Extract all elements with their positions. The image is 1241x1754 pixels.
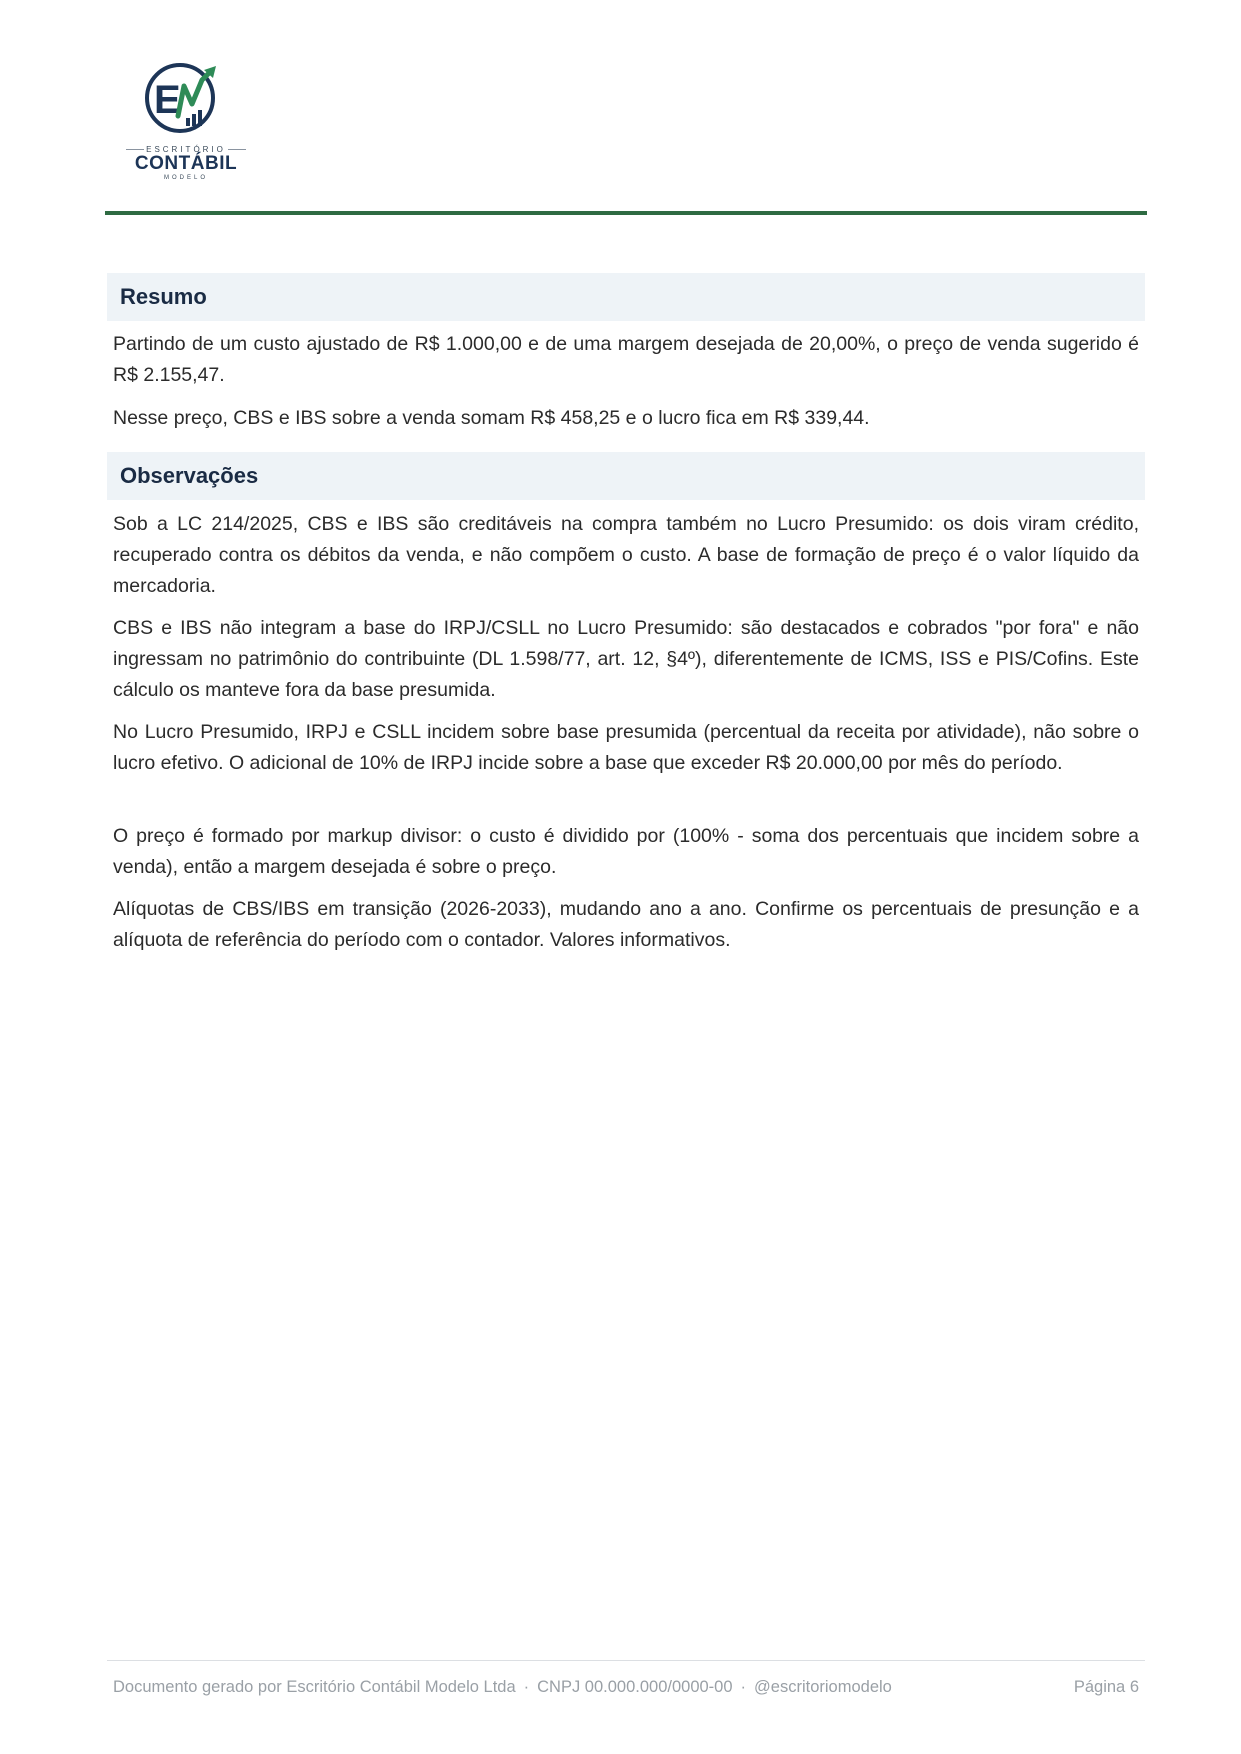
company-logo <box>122 58 250 181</box>
footer-separator: · <box>523 1678 530 1696</box>
logo-top-text: ESCRITÓRIO <box>146 145 226 154</box>
section-header-resumo <box>107 273 1145 321</box>
logo-main-text: CONTÁBIL <box>134 153 238 174</box>
observacoes-paragraph-3: No Lucro Presumido, IRPJ e CSLL incidem sobre base presumida (percentual da receita por atividade), não sobre o lucro efetivo. O adicional de 10% de IRPJ incide sobre a base que exceder R$ 20.000,00 por mês do período. <box>113 721 1139 774</box>
page-footer <box>113 1678 1139 1697</box>
footer-generated-by: Documento gerado por Escritório Contábil Modelo Ltda <box>113 1678 516 1696</box>
observacoes-paragraph-5: Alíquotas de CBS/IBS em transição (2026-2033), mudando ano a ano. Confirme os percentuais de presunção e a alíquota de referência do período com o contador. Valores informativos. <box>113 898 1139 951</box>
header-divider <box>105 211 1147 215</box>
observacoes-paragraph-1: Sob a LC 214/2025, CBS e IBS são creditáveis na compra também no Lucro Presumido: os dois viram crédito, recuperado contra os débitos da venda, e não compõem o custo. A base de formação de preço é o valor líquido da mercadoria. <box>113 513 1139 597</box>
resumo-paragraph-1: Partindo de um custo ajustado de R$ 1.000,00 e de uma margem desejada de 20,00%, o preço de venda sugerido é R$ 2.155,47. <box>113 333 1139 386</box>
section-header-observacoes <box>107 452 1145 500</box>
svg-text:E: E <box>154 78 181 122</box>
footer-handle: @escritoriomodelo <box>754 1678 892 1696</box>
observacoes-paragraph-2: CBS e IBS não integram a base do IRPJ/CSLL no Lucro Presumido: são destacados e cobrados "por fora" e não ingressam no patrimônio do contribuinte (DL 1.598/77, art. 12, §4º), diferentemente de ICMS, ISS e PIS/Cofins. Este cálculo os manteve fora da base presumida. <box>113 617 1139 701</box>
em-monogram-icon <box>140 58 232 144</box>
section-title: Resumo <box>120 284 207 309</box>
footer-cnpj: CNPJ 00.000.000/0000-00 <box>537 1678 733 1696</box>
resumo-paragraph-2: Nesse preço, CBS e IBS sobre a venda somam R$ 458,25 e o lucro fica em R$ 339,44. <box>113 407 870 429</box>
page-number: Página 6 <box>1073 1678 1139 1696</box>
footer-separator: · <box>740 1678 747 1696</box>
observacoes-paragraph-4: O preço é formado por markup divisor: o custo é dividido por (100% - soma dos percentuais que incidem sobre a venda), então a margem desejada é sobre o preço. <box>113 825 1139 878</box>
footer-divider <box>107 1660 1145 1661</box>
section-title: Observações <box>120 463 259 488</box>
logo-bottom-text: MODELO <box>163 175 208 181</box>
